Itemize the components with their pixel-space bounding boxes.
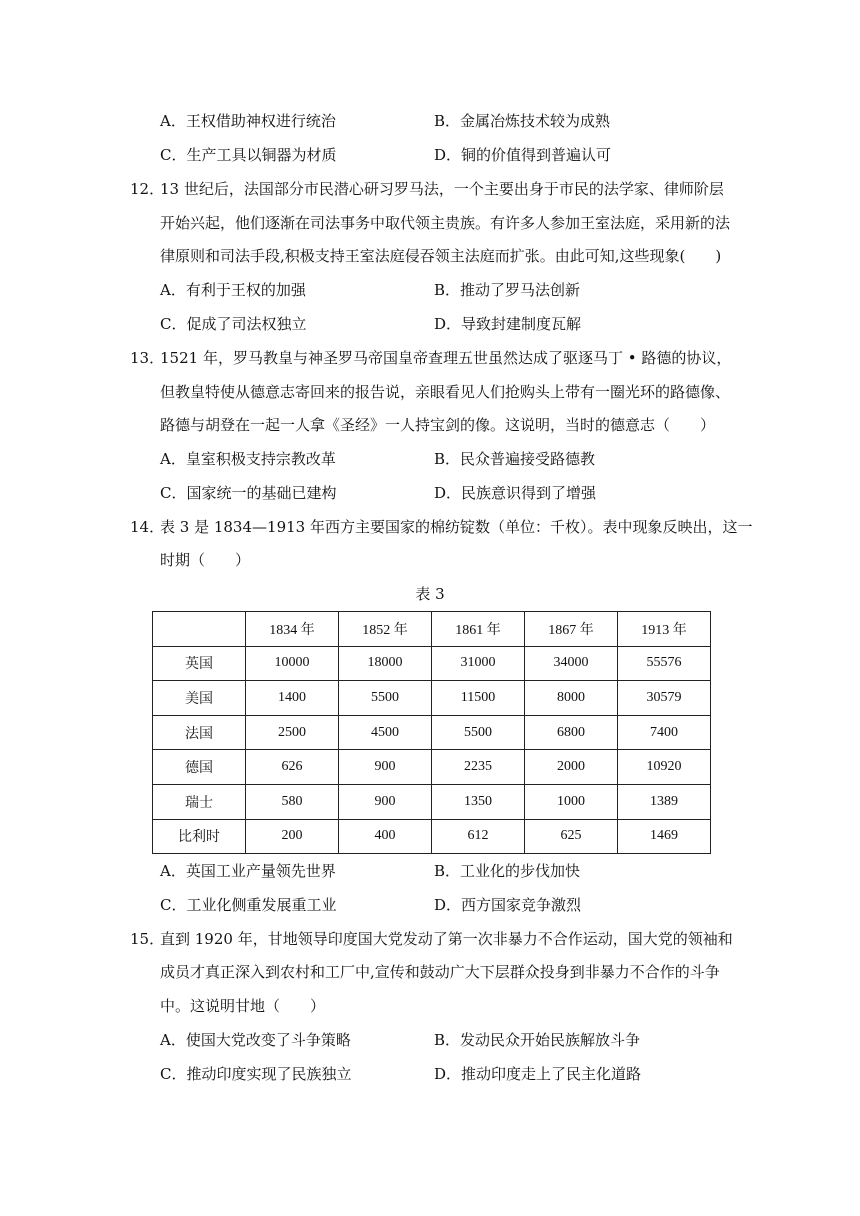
table-cell: 2500 (246, 715, 339, 750)
q11-option-d: D．铜的价值得到普遍认可 (434, 146, 612, 164)
table-header-cell: 1852 年 (339, 612, 432, 647)
table-cell: 瑞士 (153, 784, 246, 819)
table-row (153, 819, 711, 854)
q12-option-c: C．促成了司法权独立 (160, 315, 307, 333)
table-cell: 11500 (432, 681, 525, 716)
table-row (153, 681, 711, 716)
q13-line-1: 1521 年，罗马教皇与神圣罗马帝国皇帝查理五世虽然达成了驱逐马丁 • 路德的协议， (160, 349, 732, 367)
q13-option-b: B．民众普遍接受路德教 (434, 450, 596, 468)
table-cell: 18000 (339, 646, 432, 681)
table-cell: 8000 (525, 681, 618, 716)
table-cell: 5500 (432, 715, 525, 750)
q13-line-3: 路德与胡登在一起一人拿《圣经》一人持宝剑的像。这说明，当时的德意志（ ） (160, 416, 716, 434)
table-cell: 6800 (525, 715, 618, 750)
table-cell: 34000 (525, 646, 618, 681)
table-cell: 1000 (525, 784, 618, 819)
table-cell: 法国 (153, 715, 246, 750)
table-cell: 1469 (618, 819, 711, 854)
table-cell: 7400 (618, 715, 711, 750)
table-cell: 200 (246, 819, 339, 854)
table-cell: 626 (246, 750, 339, 785)
q14-option-b: B．工业化的步伐加快 (434, 862, 581, 880)
table-cell: 10920 (618, 750, 711, 785)
table-header-cell: 1861 年 (432, 612, 525, 647)
table-row (153, 646, 711, 681)
table-cell: 比利时 (153, 819, 246, 854)
q15-line-1: 直到 1920 年，甘地领导印度国大党发动了第一次非暴力不合作运动，国大党的领袖和 (160, 930, 733, 948)
q12-line-2: 开始兴起，他们逐渐在司法事务中取代领主贵族。有许多人参加王室法庭，采用新的法 (160, 214, 731, 232)
q14-option-c: C．工业化侧重发展重工业 (160, 896, 337, 914)
table-header-cell (153, 612, 246, 647)
q13-option-d: D．民族意识得到了增强 (434, 484, 597, 502)
table-header-cell: 1867 年 (525, 612, 618, 647)
table-cell: 4500 (339, 715, 432, 750)
table-cell: 1400 (246, 681, 339, 716)
table-row (153, 750, 711, 785)
table-row (153, 784, 711, 819)
q15-line-2: 成员才真正深入到农村和工厂中,宣传和鼓动广大下层群众投身到非暴力不合作的斗争 (160, 963, 720, 981)
q11-option-c: C．生产工具以铜器为材质 (160, 146, 337, 164)
table-cell: 英国 (153, 646, 246, 681)
table-cell: 55576 (618, 646, 711, 681)
q13-line-2: 但教皇特使从德意志寄回来的报告说，亲眼看见人们抢购头上带有一圈光环的路德像、 (160, 383, 731, 401)
q11-option-b: B．金属冶炼技术较为成熟 (434, 112, 611, 130)
q11-option-a: A．王权借助神权进行统治 (160, 112, 336, 130)
table-cell: 美国 (153, 681, 246, 716)
q12-line-3: 律原则和司法手段,积极支持王室法庭侵吞领主法庭而扩张。由此可知,这些现象( ) (160, 247, 722, 265)
table-cell: 30579 (618, 681, 711, 716)
table-cell: 1389 (618, 784, 711, 819)
q12-option-b: B．推动了罗马法创新 (434, 281, 581, 299)
table-header-cell: 1913 年 (618, 612, 711, 647)
q15-line-3: 中。这说明甘地（ ） (160, 997, 326, 1015)
q12-number: 12． (130, 180, 165, 198)
q14-option-d: D．西方国家竞争激烈 (434, 896, 582, 914)
q12-option-d: D．导致封建制度瓦解 (434, 315, 582, 333)
table-cell: 10000 (246, 646, 339, 681)
q14-number: 14． (130, 518, 165, 536)
q14-line-2: 时期（ ） (160, 551, 251, 569)
table-row (153, 715, 711, 750)
q13-option-a: A．皇室积极支持宗教改革 (160, 450, 336, 468)
q12-option-a: A．有利于王权的加强 (160, 281, 306, 299)
q15-option-b: B．发动民众开始民族解放斗争 (434, 1031, 641, 1049)
q15-option-a: A．使国大党改变了斗争策略 (160, 1031, 351, 1049)
table-cell: 900 (339, 750, 432, 785)
table-cell: 400 (339, 819, 432, 854)
spindle-table (152, 611, 711, 854)
table-cell: 900 (339, 784, 432, 819)
q15-option-d: D．推动印度走上了民主化道路 (434, 1065, 642, 1083)
table-header-cell: 1834 年 (246, 612, 339, 647)
table-cell: 31000 (432, 646, 525, 681)
q14-line-1: 表 3 是 1834—1913 年西方主要国家的棉纺锭数（单位：千枚）。表中现象反映出，这一 (160, 518, 753, 536)
q15-option-c: C．推动印度实现了民族独立 (160, 1065, 352, 1083)
table-cell: 德国 (153, 750, 246, 785)
q15-number: 15． (130, 930, 165, 948)
q13-number: 13． (130, 349, 165, 367)
table-cell: 580 (246, 784, 339, 819)
table-header-row (153, 612, 711, 647)
table-cell: 2235 (432, 750, 525, 785)
table-cell: 5500 (339, 681, 432, 716)
q12-line-1: 13 世纪后，法国部分市民潜心研习罗马法，一个主要出身于市民的法学家、律师阶层 (160, 180, 724, 198)
table-cell: 612 (432, 819, 525, 854)
q14-option-a: A．英国工业产量领先世界 (160, 862, 336, 880)
table-cell: 625 (525, 819, 618, 854)
q13-option-c: C．国家统一的基础已建构 (160, 484, 337, 502)
table-caption: 表 3 (415, 585, 445, 603)
table-cell: 2000 (525, 750, 618, 785)
table-cell: 1350 (432, 784, 525, 819)
